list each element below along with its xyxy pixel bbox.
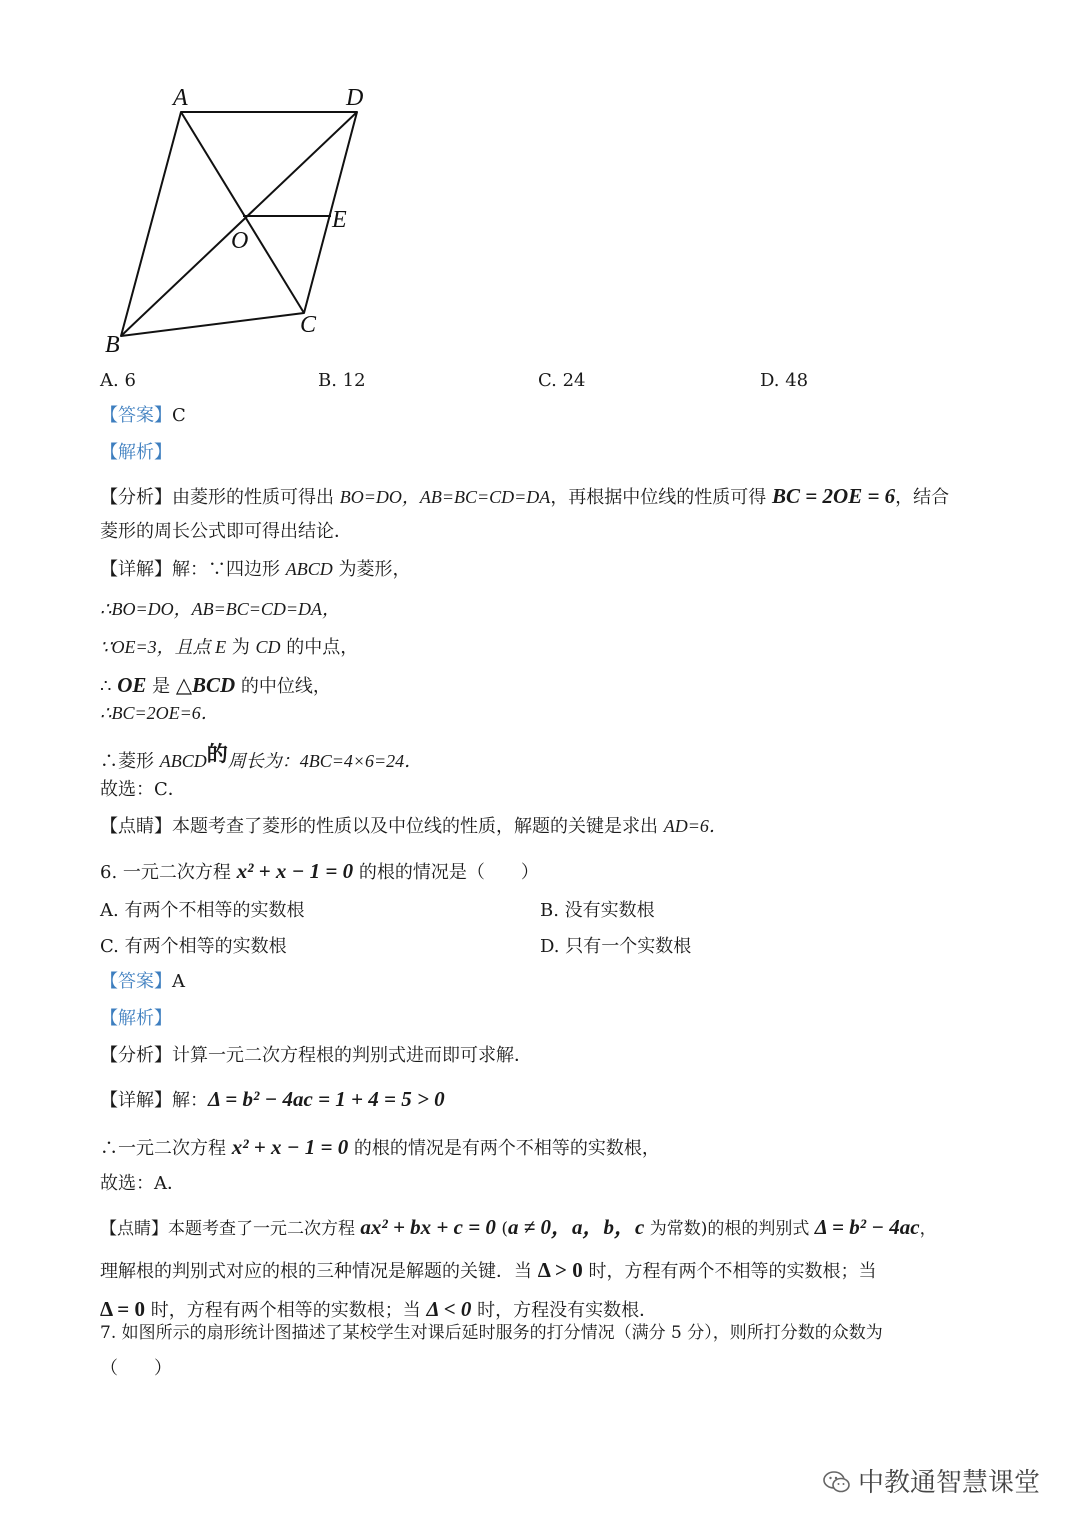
text: BO=DO，AB=BC=CD=DA	[339, 487, 551, 507]
q5-step3	[100, 672, 331, 700]
fenxi-label: 【分析】	[100, 487, 172, 508]
wechat-icon	[822, 1469, 852, 1495]
option-d: D. 48	[760, 370, 809, 391]
text: 6. 一元二次方程	[100, 862, 237, 883]
text: E	[215, 637, 227, 657]
text: 为	[226, 637, 256, 658]
label-a: A	[173, 85, 188, 111]
q6-fenxi	[100, 1043, 532, 1069]
q6-dianjing	[100, 1214, 937, 1242]
text: ∴一元二次方程	[100, 1138, 232, 1159]
text: ∴	[100, 676, 118, 697]
equation: x² + x − 1 = 0	[231, 1135, 349, 1159]
text: 的中点，	[280, 637, 359, 658]
label-e: E	[332, 207, 347, 233]
text: 周长为：4BC=4×6=24．	[227, 751, 423, 771]
jiexi-label: 【解析】	[100, 442, 172, 463]
equation: Δ = b² − 4ac = 1 + 4 = 5 > 0	[208, 1087, 445, 1111]
q6-option-d: D. 只有一个实数根	[540, 936, 692, 957]
q6-guxuan: 故选：A．	[100, 1173, 185, 1194]
text: ，再根据中位线的性质可得	[550, 487, 773, 508]
text: 的	[206, 741, 228, 766]
rhombus-figure	[95, 80, 385, 365]
q5-dianjing	[100, 813, 727, 840]
q6-xiangjie	[100, 1086, 445, 1114]
text: 由菱形的性质可得出	[172, 487, 340, 508]
text: (	[495, 1219, 508, 1239]
q6-option-a: A. 有两个不相等的实数根	[100, 900, 305, 921]
q5-xiangjie	[100, 556, 410, 583]
text: 解：∵四边形	[172, 559, 286, 580]
label-o: O	[231, 228, 249, 254]
option-b: B. 12	[318, 370, 366, 391]
dianjing-label: 【点睛】	[100, 1219, 168, 1239]
text: ∵OE=3，且点	[100, 637, 216, 657]
text: ABCD	[159, 751, 207, 771]
q5-fenxi	[100, 483, 949, 511]
text: 时，方程有两个相等的实数根；当	[144, 1300, 427, 1321]
text: ，	[919, 1219, 937, 1239]
equation: OE	[117, 673, 147, 697]
option-a: A. 6	[100, 370, 136, 391]
answer-label: 【答案】	[100, 971, 172, 992]
equation: a ≠ 0，a，b，c	[507, 1215, 645, 1239]
q5-jiexi	[100, 440, 172, 466]
q5-fenxi-line2: 菱形的周长公式即可得出结论．	[100, 521, 352, 542]
dianjing-label: 【点睛】	[100, 816, 172, 837]
q7-paren: （ ）	[100, 1358, 172, 1379]
equation: BC = 2OE = 6	[772, 484, 896, 508]
equation: ax² + bx + c = 0	[360, 1215, 496, 1239]
text: ∴菱形	[100, 751, 160, 772]
q5-step4: ∴BC=2OE=6．	[100, 703, 219, 723]
q6-jiexi	[100, 1006, 172, 1032]
q6-dianjing-line2	[100, 1257, 876, 1285]
option-c: C. 24	[538, 370, 586, 391]
answer-value: C	[172, 405, 186, 426]
text: 的根的情况是有两个不相等的实数根，	[348, 1138, 660, 1159]
watermark-text: 中教通智慧课堂	[858, 1468, 1041, 1498]
text: 解：	[172, 1090, 208, 1111]
text: 计算一元二次方程根的判别式进而即可求解．	[172, 1045, 532, 1066]
text: 为常数)的根的判别式	[644, 1219, 815, 1239]
label-b: B	[105, 332, 120, 358]
text: 本题考查了菱形的性质以及中位线的性质，解题的关键是求出	[172, 816, 664, 837]
q5-guxuan: 故选：C．	[100, 779, 186, 800]
answer-value: A	[172, 971, 185, 992]
text: ABCD	[285, 559, 333, 579]
equation: Δ < 0	[426, 1297, 472, 1321]
q6-stem	[100, 858, 539, 886]
equation: Δ = b² − 4ac	[814, 1215, 920, 1239]
jiexi-label: 【解析】	[100, 1008, 172, 1029]
text: 为菱形，	[332, 559, 411, 580]
text: 的根的情况是（ ）	[353, 862, 539, 883]
q5-step2	[100, 634, 358, 661]
label-d: D	[346, 85, 364, 111]
q6-option-b: B. 没有实数根	[540, 900, 655, 921]
text: 时，方程有两个不相等的实数根；当	[582, 1261, 877, 1282]
watermark	[822, 1462, 1040, 1499]
equation: x² + x − 1 = 0	[236, 859, 354, 883]
answer-label: 【答案】	[100, 405, 172, 426]
diagonal-bd	[121, 112, 357, 336]
text: 理解根的判别式对应的根的三种情况是解题的关键．当	[100, 1261, 538, 1282]
equation: Δ > 0	[537, 1258, 583, 1282]
text: ，结合	[895, 487, 950, 508]
equation: Δ = 0	[100, 1297, 145, 1321]
q6-answer	[100, 969, 185, 995]
q5-step1: ∴BO=DO，AB=BC=CD=DA，	[100, 599, 341, 619]
q7-stem: 7. 如图所示的扇形统计图描述了某校学生对课后延时服务的打分情况（满分 5 分），则所打分数的众数为	[100, 1323, 883, 1343]
diagonal-ac	[181, 112, 304, 313]
text: 本题考查了一元二次方程	[168, 1219, 361, 1239]
q5-step5	[100, 741, 422, 775]
label-c: C	[300, 312, 317, 338]
text: 的中位线，	[235, 676, 331, 697]
text: AD=6．	[663, 816, 727, 836]
q6-option-c: C. 有两个相等的实数根	[100, 936, 287, 957]
xiangjie-label: 【详解】	[100, 1090, 172, 1111]
text: 时，方程没有实数根．	[471, 1300, 658, 1321]
text: 是	[146, 676, 176, 697]
q6-step1	[100, 1134, 660, 1162]
xiangjie-label: 【详解】	[100, 559, 172, 580]
text: CD	[255, 637, 281, 657]
equation: △BCD	[175, 673, 236, 697]
fenxi-label: 【分析】	[100, 1045, 172, 1066]
q5-answer	[100, 403, 186, 429]
